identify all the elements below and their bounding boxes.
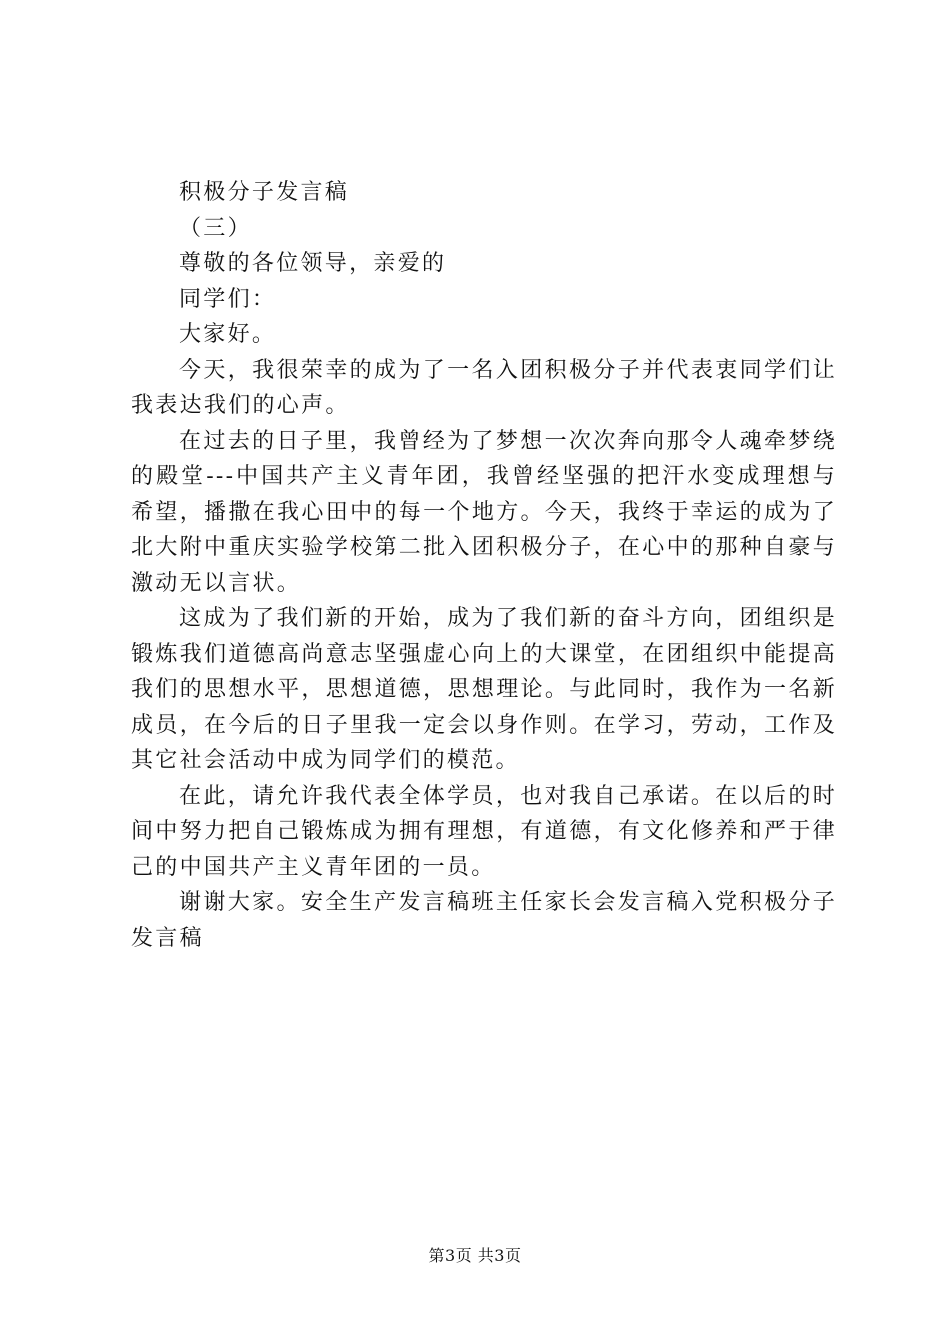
document-title: 积极分子发言稿: [179, 180, 350, 205]
page-footer: 第3页 共3页: [428, 1246, 522, 1265]
paragraph-1: 今天，我很荣幸的成为了一名入团积极分子并代表衷同学们让我表达我们的心声。: [131, 357, 837, 418]
paragraph-4: 在此，请允许我代表全体学员，也对我自己承诺。在以后的时间中努力把自己锻炼成为拥有理想，有道德，有文化修养和严于律己的中国共产主义青年团的一员。: [131, 783, 837, 880]
greeting-line-2: 同学们：: [179, 286, 277, 312]
paragraph-5: 谢谢大家。安全生产发言稿班主任家长会发言稿入党积极分子发言稿: [131, 890, 837, 951]
paragraph-3: 这成为了我们新的开始，成为了我们新的奋斗方向，团组织是锻炼我们道德高尚意志坚强虚心向上的大课堂，在团组织中能提高我们的思想水平，思想道德，思想理论。与此同时，我作为一名新成员，在今后的日子里我一定会以身作则。在学习，劳动，工作及其它社会活动中成为同学们的模范。: [131, 606, 837, 773]
paragraph-2: 在过去的日子里，我曾经为了梦想一次次奔向那令人魂牵梦绕的殿堂---中国共产主义青年团，我曾经坚强的把汗水变成理想与希望，播撒在我心田中的每一个地方。今天，我终于幸运的成为了北大附中重庆实验学校第二批入团积极分子，在心中的那种自豪与激动无以言状。: [131, 428, 837, 596]
hello-line: 大家好。: [179, 322, 277, 347]
greeting-line-1: 尊敬的各位领导，亲爱的: [179, 251, 447, 276]
document-subtitle: （三）: [179, 215, 252, 241]
document-body: [131, 175, 837, 956]
